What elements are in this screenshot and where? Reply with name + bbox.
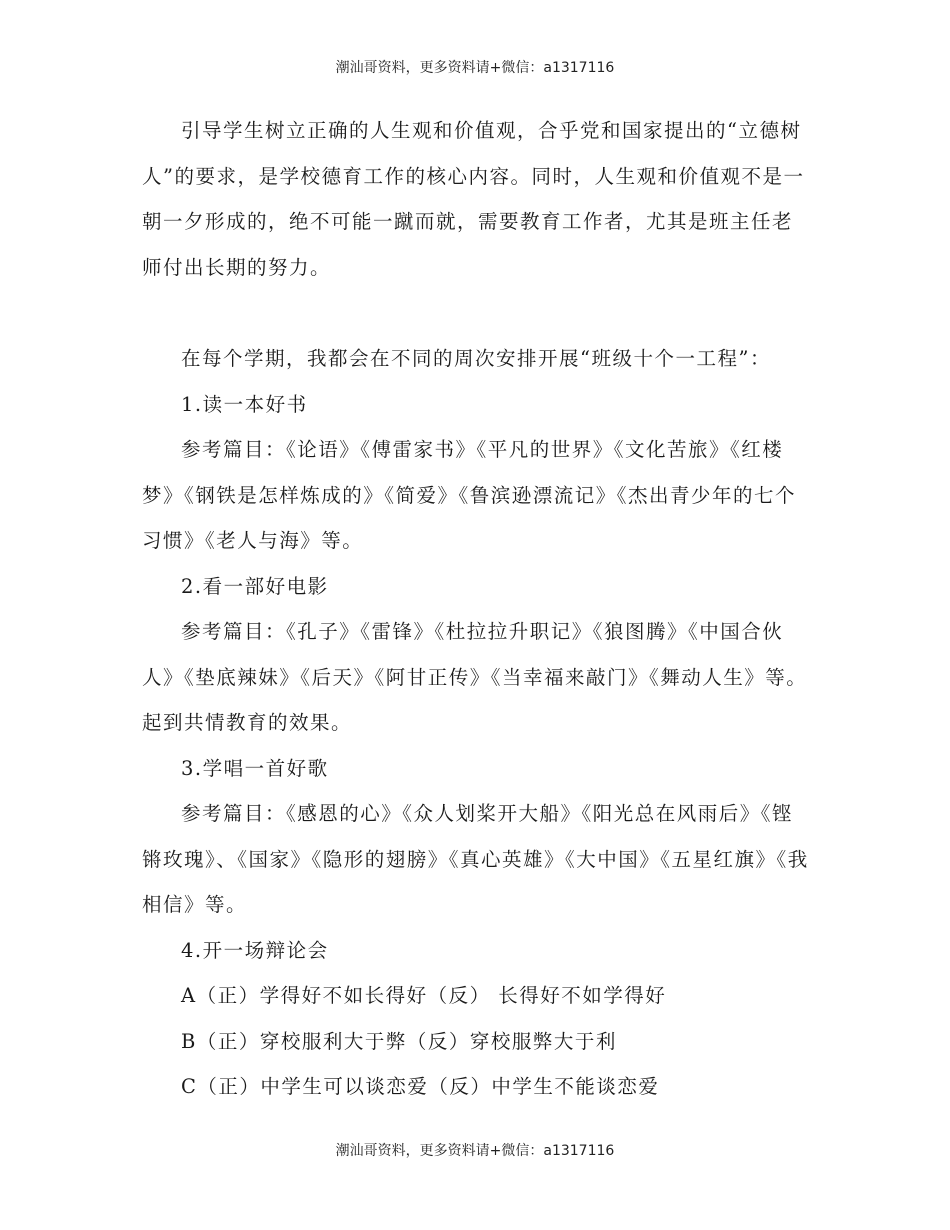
project-intro-paragraph: 在每个学期，我都会在不同的周次安排开展“班级十个一工程”： — [181, 347, 771, 370]
item-2-references: 参考篇目：《孔子》《雷锋》《杜拉拉升职记》《狼图腾》《中国合伙人》《垫底辣妹》《后天》《阿甘正传》《当幸福来敲门》《舞动人生》等。起到共情教育的效果。 — [142, 620, 808, 734]
document-body — [142, 108, 810, 1110]
intro-paragraph: 引导学生树立正确的人生观和价值观，合乎党和国家提出的“立德树人”的要求，是学校德育工作的核心内容。同时，人生观和价值观不是一朝一夕形成的，绝不可能一蹴而就，需要教育工作者，尤其是班主任老师付出长期的努力。 — [142, 119, 805, 279]
item-4-heading: 4.开一场辩论会 — [181, 938, 329, 962]
page-header: 潮汕哥资料，更多资料请+微信：a1317116 — [335, 60, 615, 76]
debate-topic-c: C（正）中学生可以谈恋爱（反）中学生不能谈恋爱 — [181, 1075, 660, 1098]
page-footer: 潮汕哥资料，更多资料请+微信：a1317116 — [335, 1143, 615, 1159]
item-3-references: 参考篇目：《感恩的心》《众人划桨开大船》《阳光总在风雨后》《铿锵玫瑰》、《国家》《隐形的翅膀》《真心英雄》《大中国》《五星红旗》《我相信》等。 — [142, 802, 809, 916]
debate-topic-a: A（正）学得好不如长得好（反） 长得好不如学得好 — [181, 984, 667, 1007]
item-1-heading: 1.读一本好书 — [181, 392, 308, 416]
item-3-heading: 3.学唱一首好歌 — [181, 756, 329, 780]
item-1-references: 参考篇目：《论语》《傅雷家书》《平凡的世界》《文化苦旅》《红楼梦》《钢铁是怎样炼成的》《简爱》《鲁滨逊漂流记》《杰出青少年的七个习惯》《老人与海》等。 — [142, 438, 797, 552]
item-2-heading: 2.看一部好电影 — [181, 574, 329, 598]
debate-topic-b: B（正）穿校服利大于弊（反）穿校服弊大于利 — [181, 1029, 617, 1053]
